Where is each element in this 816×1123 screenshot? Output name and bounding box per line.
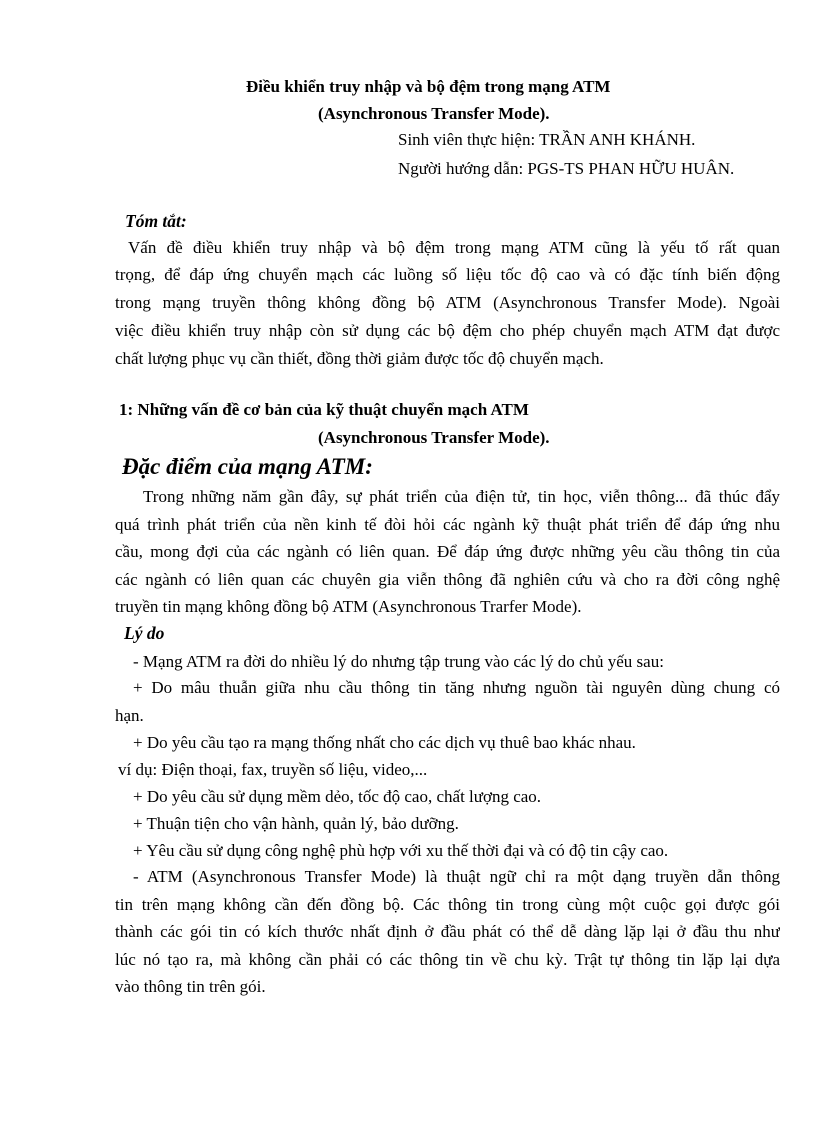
section-heading-line2: (Asynchronous Transfer Mode). [318,428,550,447]
paragraph-line: Trong những năm gần đây, sự phát triển của điện tử, tin học, viễn thông... đã thúc đẩy [143,487,780,506]
paragraph-line: vào thông tin trên gói. [115,977,266,996]
reason-item: + Yêu cầu sử dụng công nghệ phù hợp với xu thế thời đại và có độ tin cậy cao. [133,841,669,860]
abstract-label: Tóm tắt: [125,211,187,231]
example-line: ví dụ: Điện thoại, fax, truyền số liệu, video,... [118,760,428,779]
abstract-line: trọng, để đáp ứng chuyển mạch các luồng số liệu tốc độ cao và có đặc tính biến động [115,265,780,284]
document-title-line2: (Asynchronous Transfer Mode). [318,104,550,123]
paragraph-line: các ngành có liên quan các chuyên gia viễn thông đã nghiên cứu và cho ra đời công nghệ [115,570,780,589]
reason-item: + Do mâu thuẫn giữa nhu cầu thông tin tăng nhưng nguồn tài nguyên dùng chung có [133,678,780,697]
abstract-line: Vấn đề điều khiển truy nhập và bộ đệm trong mạng ATM cũng là yếu tố rất quan [128,238,780,257]
paragraph-line: truyền tin mạng không đồng bộ ATM (Asynchronous Trarfer Mode). [115,597,582,616]
abstract-line: trong mạng truyền thông không đồng bộ ATM (Asynchronous Transfer Mode). Ngoài [115,293,780,312]
student-name: Sinh viên thực hiện: TRẦN ANH KHÁNH. [398,130,696,149]
reason-item-continuation: hạn. [115,706,144,725]
paragraph-line: tin trên mạng không cần đến đồng bộ. Các thông tin trong cùng một cuộc gọi được gói [115,895,780,914]
abstract-line: việc điều khiển truy nhập còn sử dụng các bộ đệm cho phép chuyển mạch ATM đạt được [115,321,780,340]
paragraph-line: - ATM (Asynchronous Transfer Mode) là thuật ngữ chỉ ra một dạng truyền dẫn thông [133,867,780,886]
subheading: Đặc điểm của mạng ATM: [122,454,373,479]
paragraph-line: lúc nó tạo ra, mà không cần phải có các thông tin về chu kỳ. Trật tự thông tin lặp lại dựa [115,950,780,969]
reason-item: + Do yêu cầu sử dụng mềm dẻo, tốc độ cao, chất lượng cao. [133,787,542,806]
paragraph-line: quá trình phát triển của nền kinh tế đòi hỏi các ngành kỹ thuật phát triển để đáp ứng nhu [115,515,780,534]
reason-label: Lý do [124,623,165,643]
paragraph-line: thành các gói tin có kích thước nhất định ở đầu phát có thể dễ dàng lặp lại ở đầu thu như [115,922,780,941]
advisor-name: Người hướng dẫn: PGS-TS PHAN HỮU HUÂN. [398,159,735,178]
reason-intro: - Mạng ATM ra đời do nhiều lý do nhưng tập trung vào các lý do chủ yếu sau: [133,652,664,671]
reason-item: + Thuận tiện cho vận hành, quản lý, bảo dưỡng. [133,814,459,833]
section-heading-line1: 1: Những vấn đề cơ bản của kỹ thuật chuyển mạch ATM [119,400,529,419]
reason-item: + Do yêu cầu tạo ra mạng thống nhất cho các dịch vụ thuê bao khác nhau. [133,733,636,752]
paragraph-line: cầu, mong đợi của các ngành có liên quan. Để đáp ứng được những yêu cầu thông tin của [115,542,780,561]
abstract-line: chất lượng phục vụ cần thiết, đồng thời giảm được tốc độ chuyển mạch. [115,349,604,368]
document-title-line1: Điều khiển truy nhập và bộ đệm trong mạng ATM [246,77,611,96]
